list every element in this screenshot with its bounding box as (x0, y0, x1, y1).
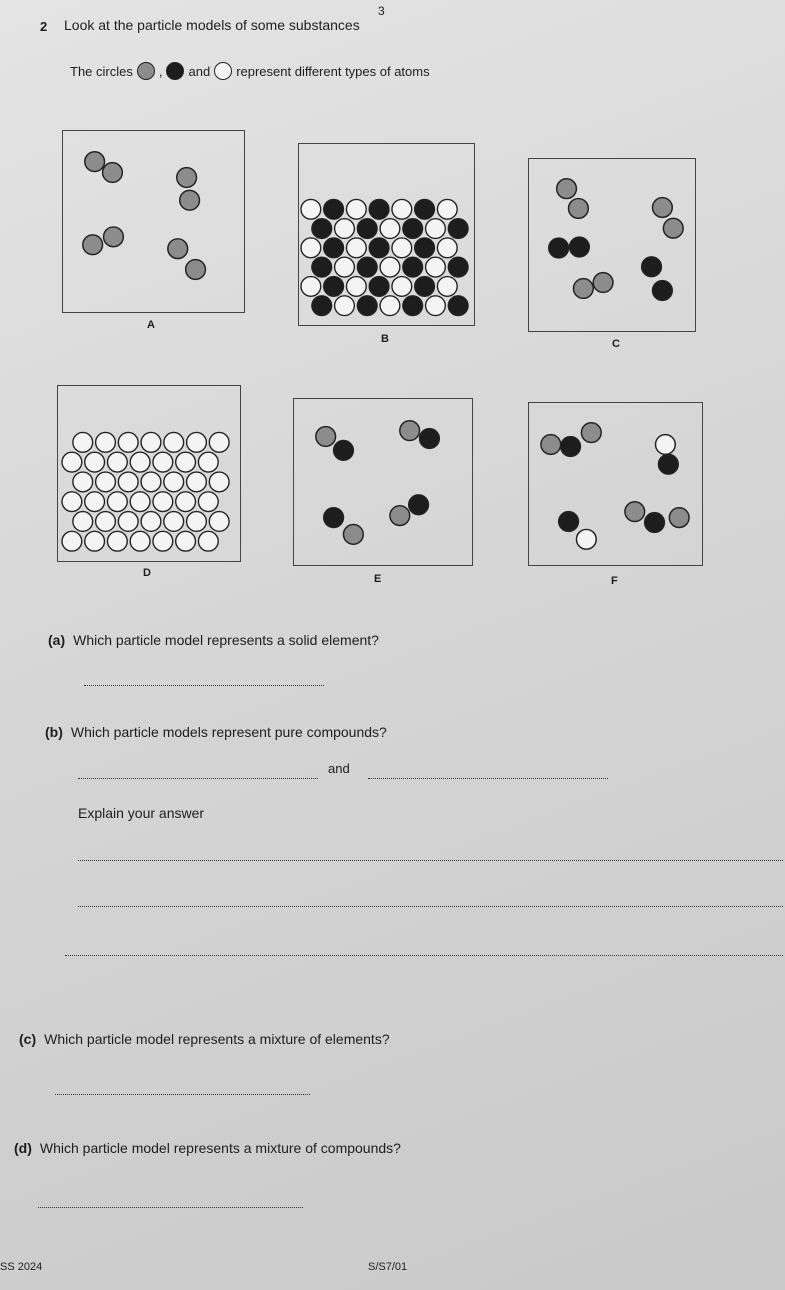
white-atom (96, 512, 116, 532)
white-atom (437, 199, 457, 219)
white-atom (164, 432, 184, 452)
explain-line-2[interactable] (78, 906, 783, 907)
legend-suffix: represent different types of atoms (236, 63, 430, 79)
white-atom (96, 472, 116, 492)
answer-b2-line[interactable] (368, 778, 608, 779)
black-atom (403, 219, 423, 239)
explain-line-1[interactable] (78, 860, 783, 861)
white-atom (141, 432, 161, 452)
grey-atom (541, 435, 561, 455)
white-atom (209, 432, 229, 452)
white-atom (346, 277, 366, 297)
grey-atom (104, 227, 124, 247)
legend-and: and (188, 63, 211, 79)
question-d-number: (d) (14, 1140, 32, 1156)
legend-prefix: The circles (70, 63, 133, 79)
grey-atom (400, 421, 420, 441)
model-d-diagram (58, 386, 240, 561)
white-atom (73, 512, 93, 532)
grey-atom (663, 218, 683, 238)
white-atom (437, 238, 457, 258)
white-atom (198, 531, 218, 551)
white-atom (346, 199, 366, 219)
white-atom (73, 472, 93, 492)
footer-year: SS 2024 (0, 1261, 43, 1273)
white-atom (335, 257, 355, 277)
white-atom (346, 238, 366, 258)
white-atom-icon (214, 62, 232, 80)
grey-atom (316, 427, 336, 447)
answer-b-and: and (328, 761, 350, 776)
white-atom (164, 512, 184, 532)
model-a-label: A (147, 319, 155, 331)
white-atom (141, 472, 161, 492)
black-atom (645, 513, 665, 533)
question-b (45, 724, 387, 740)
model-d-label: D (143, 567, 151, 579)
white-atom (437, 277, 457, 297)
black-atom (369, 277, 389, 297)
white-atom (301, 238, 321, 258)
model-e-box (293, 398, 473, 566)
black-atom-icon (166, 62, 184, 80)
black-atom (559, 512, 579, 532)
black-atom (415, 199, 435, 219)
question-d (14, 1140, 401, 1156)
black-atom (549, 238, 569, 258)
black-atom (420, 429, 440, 449)
black-atom (334, 441, 354, 461)
white-atom (118, 472, 138, 492)
grey-atom (653, 198, 673, 218)
white-atom (118, 512, 138, 532)
white-atom (380, 257, 400, 277)
white-atom (426, 257, 446, 277)
white-atom (301, 199, 321, 219)
white-atom (380, 219, 400, 239)
black-atom (561, 437, 581, 457)
white-atom (85, 531, 105, 551)
grey-atom-icon (137, 62, 155, 80)
question-a-number: (a) (48, 632, 66, 648)
question-c-text: Which particle model represents a mixture of elements? (44, 1031, 390, 1047)
black-atom (369, 199, 389, 219)
black-atom (448, 296, 468, 316)
black-atom (415, 238, 435, 258)
grey-atom (83, 235, 103, 255)
white-atom (426, 219, 446, 239)
model-a-box (62, 130, 245, 313)
white-atom (656, 435, 676, 455)
black-atom (570, 237, 590, 257)
question-b-number: (b) (45, 724, 63, 740)
question-number: 2 (40, 19, 48, 34)
black-atom (357, 257, 377, 277)
black-atom (448, 257, 468, 277)
white-atom (107, 492, 127, 512)
grey-atom (343, 524, 363, 544)
model-c-diagram (529, 159, 695, 331)
white-atom (209, 472, 229, 492)
question-c-number: (c) (19, 1031, 37, 1047)
white-atom (62, 492, 82, 512)
model-b-diagram (299, 144, 474, 325)
white-atom (164, 472, 184, 492)
grey-atom (569, 199, 589, 219)
model-a-diagram (63, 131, 244, 312)
black-atom (653, 281, 673, 301)
black-atom (403, 296, 423, 316)
model-d-box (57, 385, 241, 562)
black-atom (312, 296, 332, 316)
white-atom (198, 452, 218, 472)
model-e-label: E (374, 573, 382, 585)
black-atom (324, 508, 344, 528)
grey-atom (103, 163, 123, 183)
model-f-diagram (529, 403, 702, 565)
grey-atom (186, 260, 206, 280)
white-atom (187, 472, 207, 492)
black-atom (415, 277, 435, 297)
white-atom (176, 492, 196, 512)
white-atom (380, 296, 400, 316)
answer-d-line[interactable] (38, 1207, 303, 1208)
black-atom (357, 219, 377, 239)
grey-atom (177, 168, 197, 188)
white-atom (130, 531, 150, 551)
grey-atom (168, 239, 188, 259)
atom-legend (70, 62, 430, 80)
question-b-text: Which particle models represent pure compounds? (70, 724, 387, 740)
white-atom (335, 219, 355, 239)
white-atom (153, 452, 173, 472)
black-atom (642, 257, 662, 277)
white-atom (141, 512, 161, 532)
model-f-box (528, 402, 703, 566)
answer-b1-line[interactable] (78, 778, 318, 779)
white-atom (392, 277, 412, 297)
question-c (19, 1031, 390, 1047)
black-atom (403, 257, 423, 277)
black-atom (312, 219, 332, 239)
black-atom (324, 238, 344, 258)
question-d-text: Which particle model represents a mixture of compounds? (39, 1140, 401, 1156)
white-atom (176, 452, 196, 472)
grey-atom (669, 508, 689, 528)
black-atom (409, 495, 429, 515)
black-atom (357, 296, 377, 316)
explain-prompt: Explain your answer (78, 805, 205, 821)
white-atom (62, 452, 82, 472)
white-atom (301, 277, 321, 297)
grey-atom (85, 152, 105, 172)
white-atom (176, 531, 196, 551)
white-atom (426, 296, 446, 316)
model-c-box (528, 158, 696, 332)
grey-atom (593, 273, 613, 293)
answer-c-line[interactable] (55, 1094, 310, 1095)
black-atom (369, 238, 389, 258)
grey-atom (581, 423, 601, 443)
white-atom (153, 531, 173, 551)
white-atom (130, 452, 150, 472)
white-atom (85, 452, 105, 472)
question-a-text: Which particle model represents a solid element? (73, 632, 379, 648)
white-atom (96, 432, 116, 452)
page-number: 3 (378, 4, 385, 18)
grey-atom (573, 279, 593, 299)
white-atom (118, 432, 138, 452)
grey-atom (557, 179, 577, 199)
footer-code: S/S7/01 (368, 1261, 408, 1273)
white-atom (73, 432, 93, 452)
model-e-diagram (294, 399, 472, 565)
model-c-label: C (612, 338, 620, 350)
black-atom (448, 219, 468, 239)
white-atom (392, 238, 412, 258)
white-atom (187, 432, 207, 452)
black-atom (658, 454, 678, 474)
white-atom (335, 296, 355, 316)
black-atom (324, 277, 344, 297)
grey-atom (180, 190, 200, 210)
white-atom (85, 492, 105, 512)
model-f-label: F (611, 575, 618, 587)
explain-line-3[interactable] (65, 955, 783, 956)
question-intro: Look at the particle models of some substances (64, 17, 360, 33)
question-a (48, 632, 379, 648)
white-atom (62, 531, 82, 551)
white-atom (153, 492, 173, 512)
answer-a-line[interactable] (84, 685, 324, 686)
grey-atom (390, 506, 410, 526)
legend-separator: , (158, 63, 163, 79)
model-b-label: B (381, 333, 389, 345)
grey-atom (625, 502, 645, 522)
white-atom (198, 492, 218, 512)
model-b-box (298, 143, 475, 326)
white-atom (107, 452, 127, 472)
white-atom (107, 531, 127, 551)
white-atom (392, 199, 412, 219)
white-atom (576, 529, 596, 549)
white-atom (187, 512, 207, 532)
white-atom (130, 492, 150, 512)
white-atom (209, 512, 229, 532)
black-atom (324, 199, 344, 219)
black-atom (312, 257, 332, 277)
